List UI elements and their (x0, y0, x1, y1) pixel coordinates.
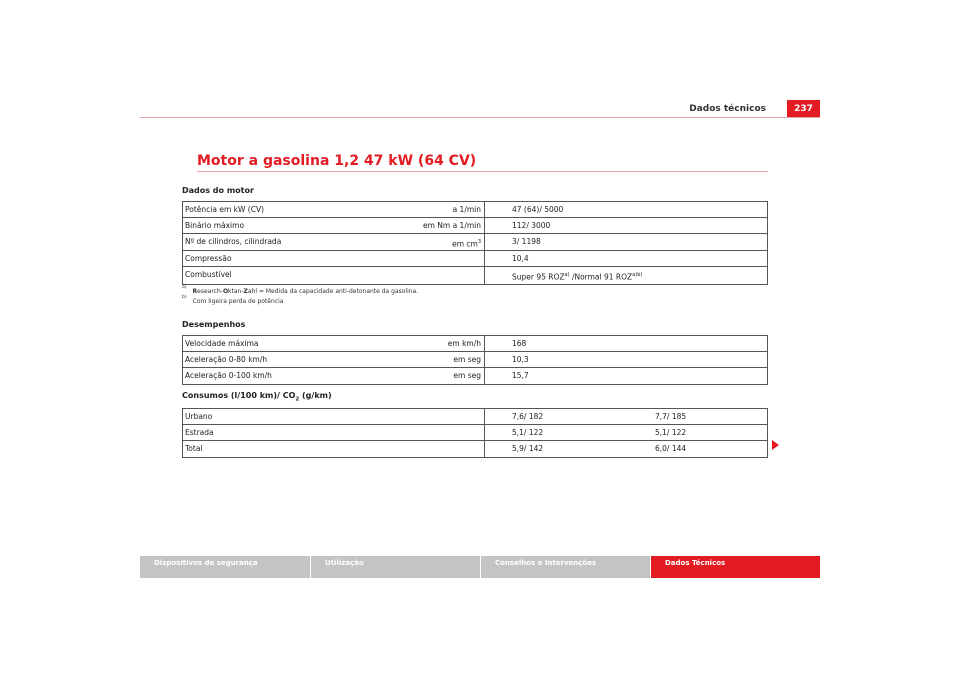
row-label: Estrada (185, 428, 214, 437)
row-unit: a 1/min (452, 205, 481, 214)
row-value: 10,4 (512, 254, 529, 263)
row-value: 168 (512, 339, 527, 348)
row-label: Urbano (185, 412, 213, 421)
running-header-title: Dados técnicos (689, 104, 766, 114)
footnote-b: $^{b)}$Com ligeira perda de potência (182, 295, 284, 305)
table-row (183, 267, 767, 284)
row-value: 112/ 3000 (512, 221, 551, 230)
row-label: Aceleração 0-100 km/h (185, 371, 272, 380)
footer-tab-dados-tecnicos[interactable]: Dados Técnicos (650, 556, 820, 578)
row-value: 5,1/ 122 (655, 428, 687, 437)
table-row (183, 251, 767, 267)
row-label: Total (185, 444, 203, 453)
row-value: 47 (64)/ 5000 (512, 205, 564, 214)
footnote-a: $^{a)}$Research-Oktan-Zahl = Medida da capacidade anti-detonante da gasolina. (182, 285, 419, 295)
row-value: 7,6/ 182 (512, 412, 544, 421)
row-label: Compressão (185, 254, 232, 263)
table-row (183, 441, 767, 457)
table-row (183, 409, 767, 425)
row-value: 6,0/ 144 (655, 444, 687, 453)
performance-table (182, 335, 768, 385)
page-number: 237 (787, 100, 820, 117)
section-divider (197, 171, 768, 172)
continue-arrow-icon[interactable] (772, 440, 779, 450)
row-label: Binário máximo (185, 221, 245, 230)
table-row (183, 218, 767, 234)
row-value: 5,1/ 122 (512, 428, 544, 437)
row-label: Aceleração 0-80 km/h (185, 355, 268, 364)
consumption-table (182, 408, 768, 458)
row-value: 3/ 1198 (512, 237, 541, 246)
row-label: Potência em kW (CV) (185, 205, 265, 214)
row-label: Nº de cilindros, cilindrada (185, 237, 282, 246)
row-value: 15,7 (512, 371, 529, 380)
row-unit: em $cm^3$ (452, 239, 481, 249)
footer-tab-utilizacao[interactable]: Utilização (310, 556, 480, 578)
row-value: 7,7/ 185 (655, 412, 687, 421)
table-row (183, 336, 767, 352)
table-row (183, 352, 767, 368)
footer-nav (140, 556, 820, 578)
section-title: Motor a gasolina 1,2 47 kW (64 CV) (197, 153, 477, 169)
row-value: 10,3 (512, 355, 529, 364)
row-unit: em km/h (447, 339, 481, 348)
engine-table (182, 201, 768, 285)
performance-heading: Desempenhos (182, 320, 246, 329)
row-unit: em seg (453, 371, 481, 380)
row-unit: em Nm a 1/min (422, 221, 481, 230)
row-label: Combustível (185, 270, 232, 279)
footer-tab-seguranca[interactable]: Dispositivos de segurança (140, 556, 310, 578)
table-row (183, 202, 767, 218)
consumption-heading: Consumos (l/100 km)/ $CO_2$ (g/km) (182, 391, 332, 403)
row-value: Super 95 ROZ$^{a)}$ /Normal 91 $ROZ^{a)b)}$ (512, 272, 643, 282)
row-label: Velocidade máxima (185, 339, 259, 348)
row-value: 5,9/ 142 (512, 444, 544, 453)
row-unit: em seg (453, 355, 481, 364)
table-row (183, 368, 767, 384)
table-row (183, 234, 767, 251)
header-divider (140, 117, 820, 118)
table-row (183, 425, 767, 441)
footer-tab-conselhos[interactable]: Conselhos e Intervenções (480, 556, 650, 578)
engine-heading: Dados do motor (182, 186, 254, 195)
